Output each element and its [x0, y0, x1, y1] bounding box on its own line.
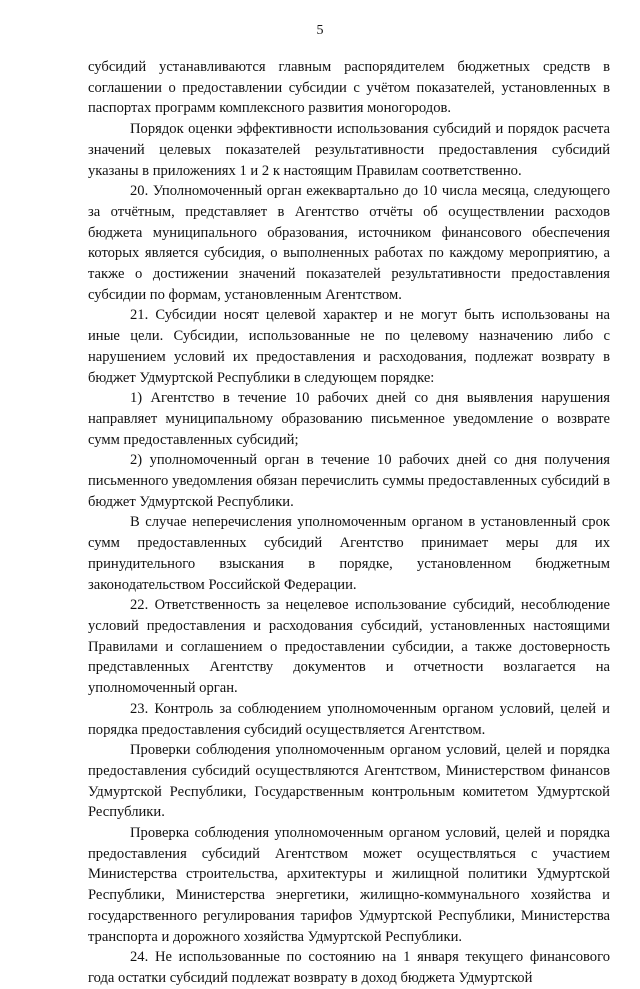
document-body	[88, 57, 610, 989]
paragraph-22: 22. Ответственность за нецелевое использование субсидий, несоблюдение условий предоставления и расходования субсидий, установленных настоящими Правилами и соглашением о предоставлении субсидии, а также достоверность представленных Агентству документов и отчетности возлагается на уполномоченный орган.	[88, 597, 610, 697]
paragraph-20: 20. Уполномоченный орган ежеквартально до 10 числа месяца, следующего за отчётным, представляет в Агентство отчёты об осуществлении расходов бюджета муниципального образования, источником финансового обеспечения которых является субсидия, о выполненных работах по каждому мероприятию, а также о достижении значений показателей результативности предоставления субсидии по формам, установленным Агентством.	[88, 183, 610, 303]
paragraph-23: 23. Контроль за соблюдением уполномоченным органом условий, целей и порядка предоставления субсидий осуществляется Агентством.	[88, 700, 610, 738]
paragraph-21: 21. Субсидии носят целевой характер и не могут быть использованы на иные цели. Субсидии, использованные не по целевому назначению либо с нарушением условий их предоставления и расходования, подлежат возврату в бюджет Удмуртской Республики в следующем порядке:	[88, 307, 610, 386]
page-number: 5	[316, 23, 324, 38]
paragraph-continuation: субсидий устанавливаются главным распорядителем бюджетных средств в соглашении о предоставлении субсидии с учётом показателей, установленных в паспортах программ комплексного развития моногородов.	[88, 59, 610, 117]
paragraph-non-transfer: В случае неперечисления уполномоченным органом в установленный срок сумм предоставленных субсидий Агентство принимает меры для их принудительного взыскания в порядке, установленном бюджетным законодательством Российской Федерации.	[88, 514, 610, 593]
paragraph-evaluation-procedure: Порядок оценки эффективности использования субсидий и порядок расчета значений целевых показателей результативности предоставления субсидий указаны в приложениях 1 и 2 к настоящим Правилам соответственно.	[88, 121, 610, 179]
paragraph-inspection-participation: Проверка соблюдения уполномоченным органом условий, целей и порядка предоставления субсидий Агентством может осуществляться с участием Министерства строительства, архитектуры и жилищной политики Удмуртской Республики, Министерства энергетики, жилищно-коммунального хозяйства и государственного регулирования тарифов Удмуртской Республики, Министерства транспорта и дорожного хозяйства Удмуртской Республики.	[88, 825, 610, 945]
paragraph-21-item-2: 2) уполномоченный орган в течение 10 рабочих дней со дня получения письменного уведомления обязан перечислить суммы предоставленных субсидий в бюджет Удмуртской Республики.	[88, 452, 610, 510]
paragraph-24: 24. Не использованные по состоянию на 1 января текущего финансового года остатки субсидий подлежат возврату в доход бюджета Удмуртской	[88, 949, 610, 986]
paragraph-inspections: Проверки соблюдения уполномоченным органом условий, целей и порядка предоставления субсидий осуществляются Агентством, Министерством финансов Удмуртской Республики, Государственным контрольным комитетом Удмуртской Республики.	[88, 742, 610, 821]
paragraph-21-item-1: 1) Агентство в течение 10 рабочих дней со дня выявления нарушения направляет муниципальному образованию письменное уведомление о возврате сумм предоставленных субсидий;	[88, 390, 610, 448]
